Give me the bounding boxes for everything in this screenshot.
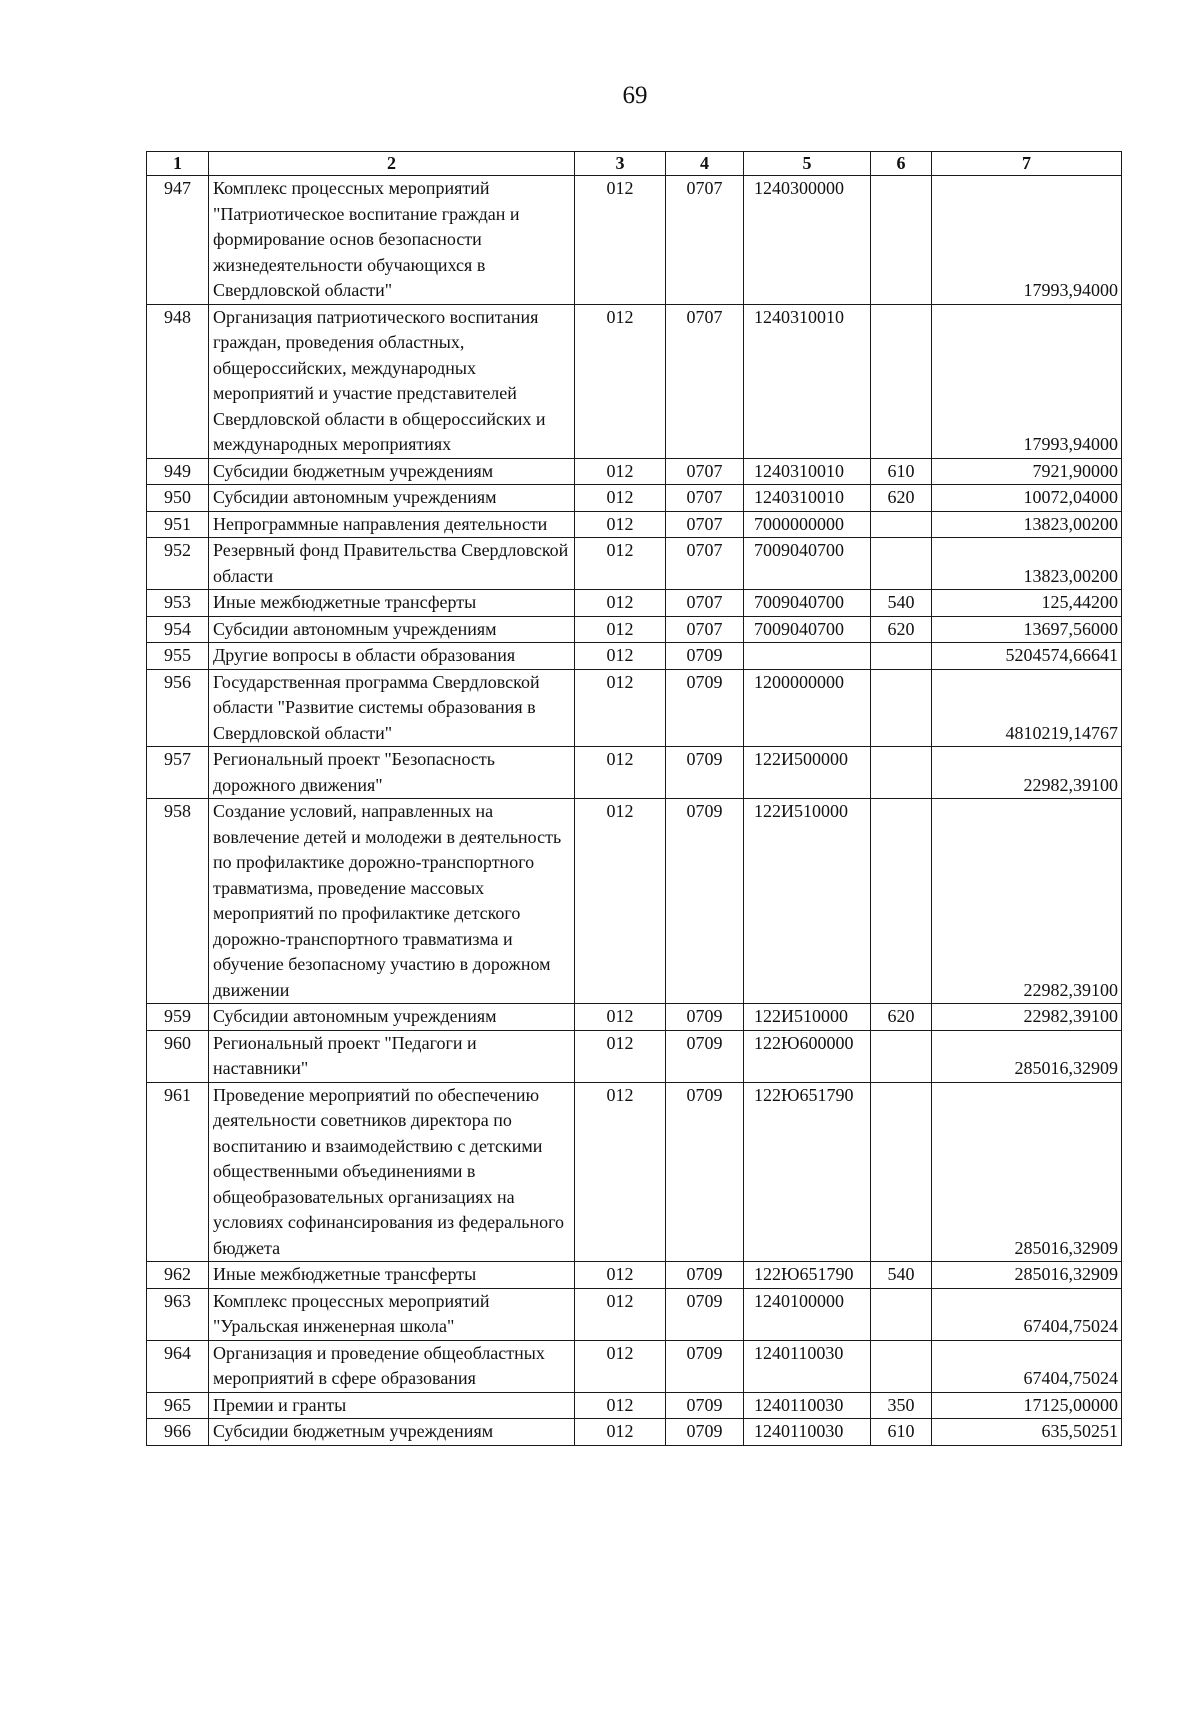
table-row xyxy=(147,538,1122,590)
row-name: Другие вопросы в области образования xyxy=(209,643,575,670)
row-amount: 22982,39100 xyxy=(932,1004,1122,1031)
header-cell: 7 xyxy=(932,152,1122,176)
row-amount: 125,44200 xyxy=(932,590,1122,617)
row-amount: 13823,00200 xyxy=(932,511,1122,538)
row-expense-type xyxy=(871,799,932,1004)
row-number: 947 xyxy=(147,176,209,305)
row-expense-type: 540 xyxy=(871,1262,932,1289)
row-name: Организация патриотического воспитания граждан, проведения областных, общероссийских, международных мероприятий и участие представителей Свердловской области в общероссийских и международных мероприятиях xyxy=(209,304,575,458)
row-amount: 67404,75024 xyxy=(932,1288,1122,1340)
table-row xyxy=(147,458,1122,485)
row-expense-type xyxy=(871,747,932,799)
row-section-code: 0709 xyxy=(666,799,744,1004)
row-number: 966 xyxy=(147,1419,209,1446)
row-target-code: 1240310010 xyxy=(744,304,871,458)
row-section-code: 0707 xyxy=(666,458,744,485)
row-target-code: 1240110030 xyxy=(744,1340,871,1392)
row-section-code: 0707 xyxy=(666,616,744,643)
row-ministry-code: 012 xyxy=(575,176,666,305)
row-name: Субсидии автономным учреждениям xyxy=(209,1004,575,1031)
row-amount: 285016,32909 xyxy=(932,1030,1122,1082)
row-name: Иные межбюджетные трансферты xyxy=(209,590,575,617)
page-number: 69 xyxy=(622,82,648,109)
row-section-code: 0709 xyxy=(666,1392,744,1419)
row-ministry-code: 012 xyxy=(575,1419,666,1446)
row-section-code: 0709 xyxy=(666,1288,744,1340)
row-section-code: 0709 xyxy=(666,1340,744,1392)
row-amount: 22982,39100 xyxy=(932,799,1122,1004)
header-cell: 6 xyxy=(871,152,932,176)
row-number: 949 xyxy=(147,458,209,485)
row-ministry-code: 012 xyxy=(575,1288,666,1340)
row-number: 955 xyxy=(147,643,209,670)
row-expense-type: 620 xyxy=(871,616,932,643)
header-cell: 1 xyxy=(147,152,209,176)
row-name: Региональный проект "Педагоги и наставники" xyxy=(209,1030,575,1082)
row-section-code: 0707 xyxy=(666,511,744,538)
row-expense-type xyxy=(871,176,932,305)
row-amount: 10072,04000 xyxy=(932,485,1122,512)
row-section-code: 0709 xyxy=(666,1262,744,1289)
row-name: Субсидии бюджетным учреждениям xyxy=(209,1419,575,1446)
table-body xyxy=(147,176,1122,1446)
row-expense-type xyxy=(871,304,932,458)
row-name: Региональный проект "Безопасность дорожного движения" xyxy=(209,747,575,799)
table-row xyxy=(147,511,1122,538)
row-number: 962 xyxy=(147,1262,209,1289)
row-amount: 17125,00000 xyxy=(932,1392,1122,1419)
row-name: Субсидии бюджетным учреждениям xyxy=(209,458,575,485)
row-expense-type xyxy=(871,1288,932,1340)
row-number: 950 xyxy=(147,485,209,512)
row-section-code: 0709 xyxy=(666,1419,744,1446)
row-number: 959 xyxy=(147,1004,209,1031)
row-name: Субсидии автономным учреждениям xyxy=(209,616,575,643)
table-row xyxy=(147,643,1122,670)
row-ministry-code: 012 xyxy=(575,616,666,643)
header-cell: 4 xyxy=(666,152,744,176)
row-name: Субсидии автономным учреждениям xyxy=(209,485,575,512)
row-amount: 7921,90000 xyxy=(932,458,1122,485)
row-section-code: 0709 xyxy=(666,1004,744,1031)
row-number: 958 xyxy=(147,799,209,1004)
row-target-code: 122Ю651790 xyxy=(744,1082,871,1262)
row-section-code: 0709 xyxy=(666,643,744,670)
row-section-code: 0707 xyxy=(666,590,744,617)
row-amount: 13823,00200 xyxy=(932,538,1122,590)
row-number: 948 xyxy=(147,304,209,458)
row-amount: 285016,32909 xyxy=(932,1262,1122,1289)
row-target-code: 1200000000 xyxy=(744,669,871,747)
row-number: 961 xyxy=(147,1082,209,1262)
row-section-code: 0709 xyxy=(666,1030,744,1082)
header-cell: 5 xyxy=(744,152,871,176)
row-name: Резервный фонд Правительства Свердловской области xyxy=(209,538,575,590)
row-expense-type: 620 xyxy=(871,485,932,512)
row-ministry-code: 012 xyxy=(575,1392,666,1419)
row-ministry-code: 012 xyxy=(575,590,666,617)
row-expense-type: 350 xyxy=(871,1392,932,1419)
table-row xyxy=(147,799,1122,1004)
row-expense-type xyxy=(871,1340,932,1392)
budget-table xyxy=(146,151,1122,1446)
header-cell: 2 xyxy=(209,152,575,176)
table-row xyxy=(147,1082,1122,1262)
row-amount: 17993,94000 xyxy=(932,176,1122,305)
table-row xyxy=(147,669,1122,747)
row-target-code: 122Ю651790 xyxy=(744,1262,871,1289)
table-row xyxy=(147,616,1122,643)
row-name: Государственная программа Свердловской области "Развитие системы образования в Свердловской области" xyxy=(209,669,575,747)
row-ministry-code: 012 xyxy=(575,538,666,590)
table-row xyxy=(147,1288,1122,1340)
row-name: Иные межбюджетные трансферты xyxy=(209,1262,575,1289)
row-number: 960 xyxy=(147,1030,209,1082)
row-target-code: 7009040700 xyxy=(744,538,871,590)
row-amount: 635,50251 xyxy=(932,1419,1122,1446)
row-number: 954 xyxy=(147,616,209,643)
row-ministry-code: 012 xyxy=(575,1030,666,1082)
row-expense-type: 610 xyxy=(871,458,932,485)
row-ministry-code: 012 xyxy=(575,1262,666,1289)
row-expense-type xyxy=(871,1082,932,1262)
table-row xyxy=(147,1004,1122,1031)
row-target-code: 7009040700 xyxy=(744,616,871,643)
table-row xyxy=(147,747,1122,799)
row-ministry-code: 012 xyxy=(575,304,666,458)
row-section-code: 0709 xyxy=(666,1082,744,1262)
row-amount: 4810219,14767 xyxy=(932,669,1122,747)
row-expense-type: 610 xyxy=(871,1419,932,1446)
row-ministry-code: 012 xyxy=(575,669,666,747)
row-expense-type: 620 xyxy=(871,1004,932,1031)
row-name: Непрограммные направления деятельности xyxy=(209,511,575,538)
row-target-code: 1240310010 xyxy=(744,485,871,512)
row-amount: 17993,94000 xyxy=(932,304,1122,458)
row-target-code xyxy=(744,643,871,670)
row-number: 964 xyxy=(147,1340,209,1392)
row-amount: 22982,39100 xyxy=(932,747,1122,799)
table-row xyxy=(147,590,1122,617)
row-name: Комплекс процессных мероприятий "Патриотическое воспитание граждан и формирование основ безопасности жизнедеятельности обучающихся в Свердловской области" xyxy=(209,176,575,305)
table-row xyxy=(147,1262,1122,1289)
table-row xyxy=(147,485,1122,512)
row-ministry-code: 012 xyxy=(575,1082,666,1262)
row-section-code: 0707 xyxy=(666,176,744,305)
row-amount: 5204574,66641 xyxy=(932,643,1122,670)
row-name: Комплекс процессных мероприятий "Уральская инженерная школа" xyxy=(209,1288,575,1340)
row-expense-type: 540 xyxy=(871,590,932,617)
row-target-code: 7000000000 xyxy=(744,511,871,538)
row-ministry-code: 012 xyxy=(575,643,666,670)
row-target-code: 1240310010 xyxy=(744,458,871,485)
row-section-code: 0707 xyxy=(666,538,744,590)
row-target-code: 122Ю600000 xyxy=(744,1030,871,1082)
row-amount: 13697,56000 xyxy=(932,616,1122,643)
table-row xyxy=(147,304,1122,458)
row-amount: 67404,75024 xyxy=(932,1340,1122,1392)
row-expense-type xyxy=(871,669,932,747)
row-number: 963 xyxy=(147,1288,209,1340)
row-section-code: 0707 xyxy=(666,304,744,458)
header-row xyxy=(147,152,1122,176)
table-row xyxy=(147,1392,1122,1419)
row-ministry-code: 012 xyxy=(575,1340,666,1392)
row-expense-type xyxy=(871,511,932,538)
row-target-code: 1240300000 xyxy=(744,176,871,305)
row-ministry-code: 012 xyxy=(575,1004,666,1031)
row-number: 953 xyxy=(147,590,209,617)
row-target-code: 1240110030 xyxy=(744,1392,871,1419)
row-amount: 285016,32909 xyxy=(932,1082,1122,1262)
row-expense-type xyxy=(871,1030,932,1082)
row-target-code: 7009040700 xyxy=(744,590,871,617)
row-expense-type xyxy=(871,538,932,590)
row-target-code: 122И510000 xyxy=(744,1004,871,1031)
row-expense-type xyxy=(871,643,932,670)
row-ministry-code: 012 xyxy=(575,747,666,799)
row-target-code: 1240100000 xyxy=(744,1288,871,1340)
table-row xyxy=(147,1419,1122,1446)
row-ministry-code: 012 xyxy=(575,458,666,485)
row-section-code: 0709 xyxy=(666,747,744,799)
header-cell: 3 xyxy=(575,152,666,176)
row-name: Премии и гранты xyxy=(209,1392,575,1419)
table-row xyxy=(147,1030,1122,1082)
row-number: 957 xyxy=(147,747,209,799)
row-section-code: 0707 xyxy=(666,485,744,512)
row-number: 951 xyxy=(147,511,209,538)
row-target-code: 122И510000 xyxy=(744,799,871,1004)
row-number: 952 xyxy=(147,538,209,590)
table-row xyxy=(147,176,1122,305)
row-number: 965 xyxy=(147,1392,209,1419)
row-name: Организация и проведение общеобластных мероприятий в сфере образования xyxy=(209,1340,575,1392)
row-ministry-code: 012 xyxy=(575,485,666,512)
table-row xyxy=(147,1340,1122,1392)
row-number: 956 xyxy=(147,669,209,747)
row-name: Создание условий, направленных на вовлечение детей и молодежи в деятельность по профилактике дорожно-транспортного травматизма, проведение массовых мероприятий по профилактике детского дорожно-транспортного травматизма и обучение безопасному участию в дорожном движении xyxy=(209,799,575,1004)
row-target-code: 122И500000 xyxy=(744,747,871,799)
row-ministry-code: 012 xyxy=(575,511,666,538)
row-name: Проведение мероприятий по обеспечению деятельности советников директора по воспитанию и взаимодействию с детскими общественными объединениями в общеобразовательных организациях на условиях софинансирования из федерального бюджета xyxy=(209,1082,575,1262)
row-ministry-code: 012 xyxy=(575,799,666,1004)
row-section-code: 0709 xyxy=(666,669,744,747)
row-target-code: 1240110030 xyxy=(744,1419,871,1446)
